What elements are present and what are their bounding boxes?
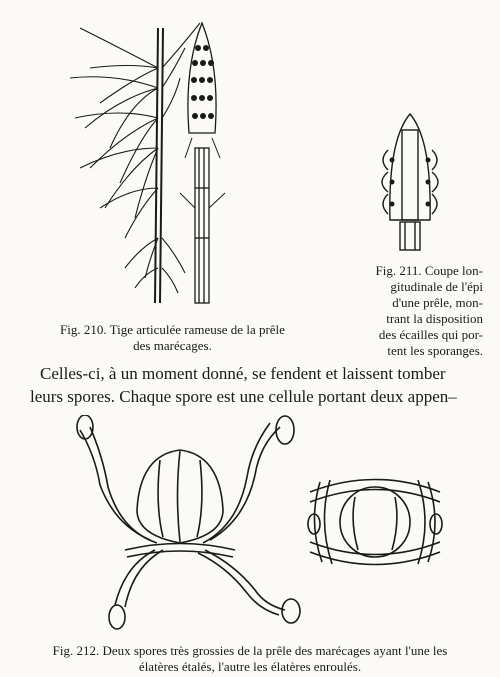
figure-210-caption-line-1: Fig. 210. Tige articulée rameuse de la prêle (60, 322, 285, 337)
figure-212-caption-line-1: Fig. 212. Deux spores très grossies de la prêle des marécages ayant l'une les (52, 643, 448, 658)
body-paragraph (30, 362, 474, 408)
figure-210-caption (30, 322, 315, 354)
body-line-2: leurs spores. Chaque spore est une cellule portant deux appen– (30, 387, 457, 406)
figure-211-caption-line-3: d'une prêle, mon- (392, 295, 483, 310)
figure-211-illustration (370, 110, 450, 260)
figure-211-caption (343, 263, 483, 359)
figure-211-caption-line-4: trant la disposition (386, 311, 483, 326)
figure-211-caption-line-2: gitudinale de l'épi (390, 279, 483, 294)
figure-211-caption-line-5: des écailles qui por- (378, 327, 483, 342)
figure-212-caption (10, 643, 490, 675)
figure-212-spore-spread-illustration (55, 415, 305, 637)
figure-211-caption-line-1: Fig. 211. Coupe lon- (375, 263, 483, 278)
figure-212-spore-coiled-illustration (300, 462, 450, 582)
body-line-1: Celles-ci, à un moment donné, se fendent et laissent tomber (40, 364, 446, 383)
figure-212-caption-line-2: élatères étalés, l'autre les élatères enroulés. (138, 659, 362, 674)
figure-210-illustration (60, 8, 250, 308)
figure-211-caption-line-6: tent les sporanges. (387, 343, 483, 358)
figure-210-caption-line-2: des marécages. (133, 338, 212, 353)
